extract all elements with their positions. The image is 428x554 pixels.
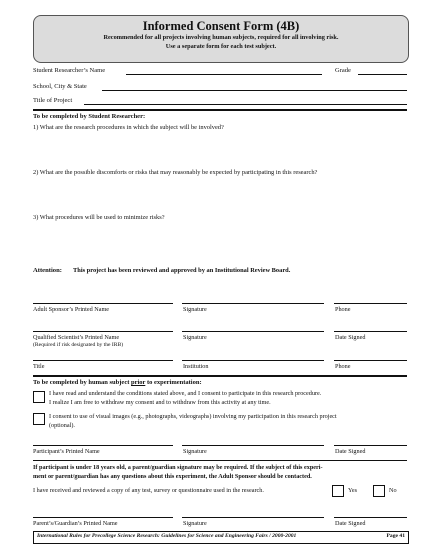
received-copy-text: I have received and reviewed a copy of any test, survey or questionnaire used in the research.	[33, 487, 264, 494]
section-divider	[33, 109, 407, 111]
consent-participate-checkbox[interactable]	[33, 391, 45, 403]
institution-label: Institution	[183, 363, 209, 370]
student-researcher-label: Student Researcher’s Name	[33, 67, 106, 74]
section-divider	[33, 375, 407, 377]
no-label: No	[389, 487, 397, 494]
participant-date-label: Date Signed	[335, 448, 366, 455]
participant-signature-line[interactable]	[182, 445, 324, 446]
question-2: 2) What are the possible discomforts or risks that may reasonably be expected by participating in this research?	[33, 169, 318, 176]
form-subtitle-line2: Use a separate form for each test subject.	[165, 42, 277, 50]
guardian-name-line[interactable]	[33, 517, 173, 518]
form-title: Informed Consent Form (4B)	[142, 19, 300, 33]
title-label: Title	[33, 363, 45, 370]
consent-images-checkbox[interactable]	[33, 413, 45, 425]
yes-label: Yes	[348, 487, 358, 494]
section-divider	[33, 460, 407, 461]
page-footer	[33, 531, 409, 544]
adult-sponsor-signature-label: Signature	[183, 306, 207, 313]
grade-field[interactable]	[358, 74, 407, 75]
adult-sponsor-name-label: Adult Sponsor’s Printed Name	[33, 306, 110, 313]
yes-checkbox[interactable]	[332, 485, 344, 497]
guardian-signature-label: Signature	[183, 520, 207, 527]
qualified-scientist-name-label: Qualified Scientist’s Printed Name	[33, 334, 120, 341]
attention-text: This project has been reviewed and approved by an Institutional Review Board.	[73, 267, 291, 274]
institution-line[interactable]	[182, 360, 324, 361]
page-number: Page 41	[386, 533, 405, 539]
qualified-scientist-signature-label: Signature	[183, 334, 207, 341]
attention-label: Attention:	[33, 267, 62, 274]
title-of-project-field[interactable]	[84, 104, 407, 105]
guardian-name-label: Parent’s/Guardian’s Printed Name	[33, 520, 118, 527]
title-line[interactable]	[33, 360, 173, 361]
adult-sponsor-phone-label: Phone	[335, 306, 351, 313]
guardian-date-line[interactable]	[334, 517, 407, 518]
guardian-signature-line[interactable]	[182, 517, 324, 518]
form-header	[33, 15, 409, 63]
participant-name-line[interactable]	[33, 445, 173, 446]
participant-signature-label: Signature	[183, 448, 207, 455]
consent-participate-text: I have read and understand the conditions stated above, and I consent to participate in this research procedure. I realize I am free to withdraw my consent and to withdraw from this activity at any time.	[49, 390, 322, 406]
participant-name-label: Participant’s Printed Name	[33, 448, 100, 455]
grade-label: Grade	[335, 67, 351, 74]
form-subtitle-line1: Recommended for all projects involving human subjects, required for all involving risk.	[103, 34, 339, 41]
subject-section-heading: To be completed by human subject prior to experimentation:	[33, 379, 202, 386]
adult-sponsor-name-line[interactable]	[33, 303, 173, 304]
institution-phone-label: Phone	[335, 363, 351, 370]
guardian-note: If participant is under 18 years old, a parent/guardian signature may be required. If the subject of this experi- ment or parent/guardian has any questions about this experiment, the Adult Sponsor should be contacted.	[33, 464, 323, 480]
qualified-scientist-date-line[interactable]	[334, 331, 407, 332]
participant-date-line[interactable]	[334, 445, 407, 446]
qualified-scientist-signature-line[interactable]	[182, 331, 324, 332]
consent-images-text: I consent to use of visual images (e.g., photographs, videographs) involving my participation in this research project (optional).	[49, 413, 337, 429]
institution-phone-line[interactable]	[334, 360, 407, 361]
school-label: School, City & State	[33, 83, 87, 90]
no-checkbox[interactable]	[373, 485, 385, 497]
researcher-section-heading: To be completed by Student Researcher:	[33, 113, 146, 120]
student-researcher-field[interactable]	[126, 74, 322, 75]
qualified-scientist-note: (Required if risk designated by the IRB)	[33, 342, 124, 348]
school-field[interactable]	[102, 90, 407, 91]
guardian-date-label: Date Signed	[335, 520, 366, 527]
adult-sponsor-phone-line[interactable]	[334, 303, 407, 304]
qualified-scientist-name-line[interactable]	[33, 331, 173, 332]
adult-sponsor-signature-line[interactable]	[182, 303, 324, 304]
title-of-project-label: Title of Project	[33, 97, 73, 104]
question-1: 1) What are the research procedures in which the subject will be involved?	[33, 124, 224, 131]
footer-text: International Rules for Precollege Science Research: Guidelines for Science and Engineering Fairs / 2000-2001	[37, 533, 297, 539]
question-3: 3) What procedures will be used to minimize risks?	[33, 214, 165, 221]
qualified-scientist-date-label: Date Signed	[335, 334, 366, 341]
